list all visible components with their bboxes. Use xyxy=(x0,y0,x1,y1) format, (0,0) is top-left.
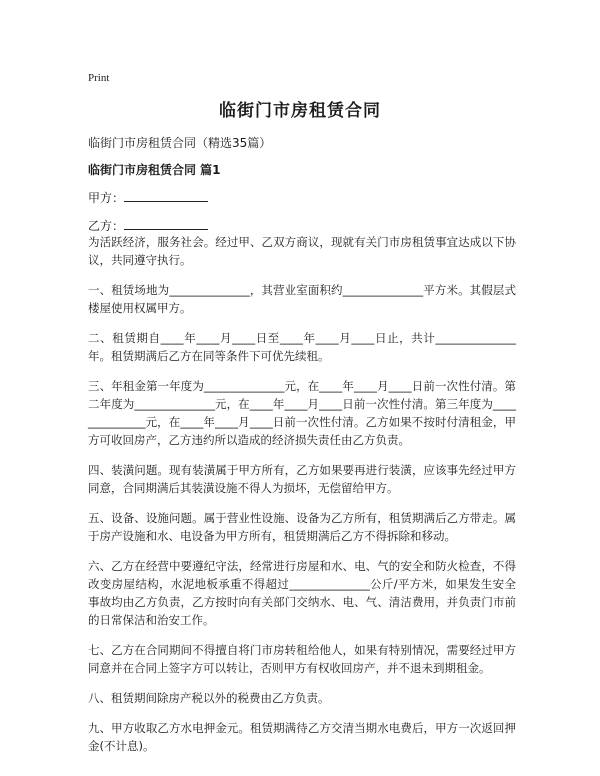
print-link[interactable]: Print xyxy=(88,72,110,84)
clause-2: 二、租赁期自____年____月____日至____年____月____日止，共计______________年。租赁期满后乙方在同等条件下可优先续租。 xyxy=(88,331,516,363)
section-heading: 临街门市房租赁合同 篇1 xyxy=(88,163,221,177)
document-subtitle: 临街门市房租赁合同（精选35篇） xyxy=(88,136,272,150)
party-b-label: 乙方： xyxy=(88,219,125,233)
clause-9: 九、甲方收取乙方水电押金元。租赁期满待乙方交清当期水电费后，甲方一次返回押金(不计息)。 xyxy=(88,721,516,753)
clause-4: 四、装潢问题。现有装潢属于甲方所有，乙方如果要再进行装潢，应该事先经过甲方同意，合同期满后其装潢设施不得人为损坏，无偿留给甲方。 xyxy=(88,463,516,495)
contract-clauses xyxy=(88,233,516,767)
clause-8: 八、租赁期间除房产税以外的税费由乙方负责。 xyxy=(88,691,330,705)
party-b-field xyxy=(88,216,208,234)
clause-7: 七、乙方在合同期间不得擅自将门市房转租给他人，如果有特别情况，需要经过甲方同意并在合同上签字方可以转让，否则甲方有权收回房产，并不退未到期租金。 xyxy=(88,643,516,675)
party-a-blank xyxy=(124,188,208,202)
clause-6: 六、乙方在经营中要遵纪守法，经常进行房屋和水、电、气的安全和防火检查，不得改变房屋结构，水泥地板承重不得超过______________公斤/平方米，如果发生安全事故均由乙方负责，乙方按时向有关部门交纳水、电、气、清洁费用，并负责门市前的日常保洁和治安工作。 xyxy=(88,559,516,627)
clause-1: 一、租赁场地为______________，其营业室面积约______________平方米。其假层式楼屋使用权属甲方。 xyxy=(88,283,516,315)
party-a-field xyxy=(88,188,208,206)
intro-paragraph: 为活跃经济，服务社会。经过甲、乙双方商议，现就有关门市房租赁事宜达成以下协议，共同遵守执行。 xyxy=(88,235,516,267)
party-a-label: 甲方： xyxy=(88,191,125,205)
party-b-blank xyxy=(124,216,208,230)
clause-3: 三、年租金第一年度为______________元，在____年____月____日前一次性付清。第二年度为______________元，在____年____月____日前一次性付清。第三年度为______________元，在____年____月____日前一次性付清。乙方如果不按时付清租金，甲方可收回房产，乙方违约所以造成的经济损失责任由乙方负责。 xyxy=(88,379,516,447)
clause-5: 五、设备、设施问题。属于营业性设施、设备为乙方所有，租赁期满后乙方带走。属于房产设施和水、电设备为甲方所有，租赁期满后乙方不得拆除和移动。 xyxy=(88,511,516,543)
document-title: 临街门市房租赁合同 xyxy=(219,101,381,121)
